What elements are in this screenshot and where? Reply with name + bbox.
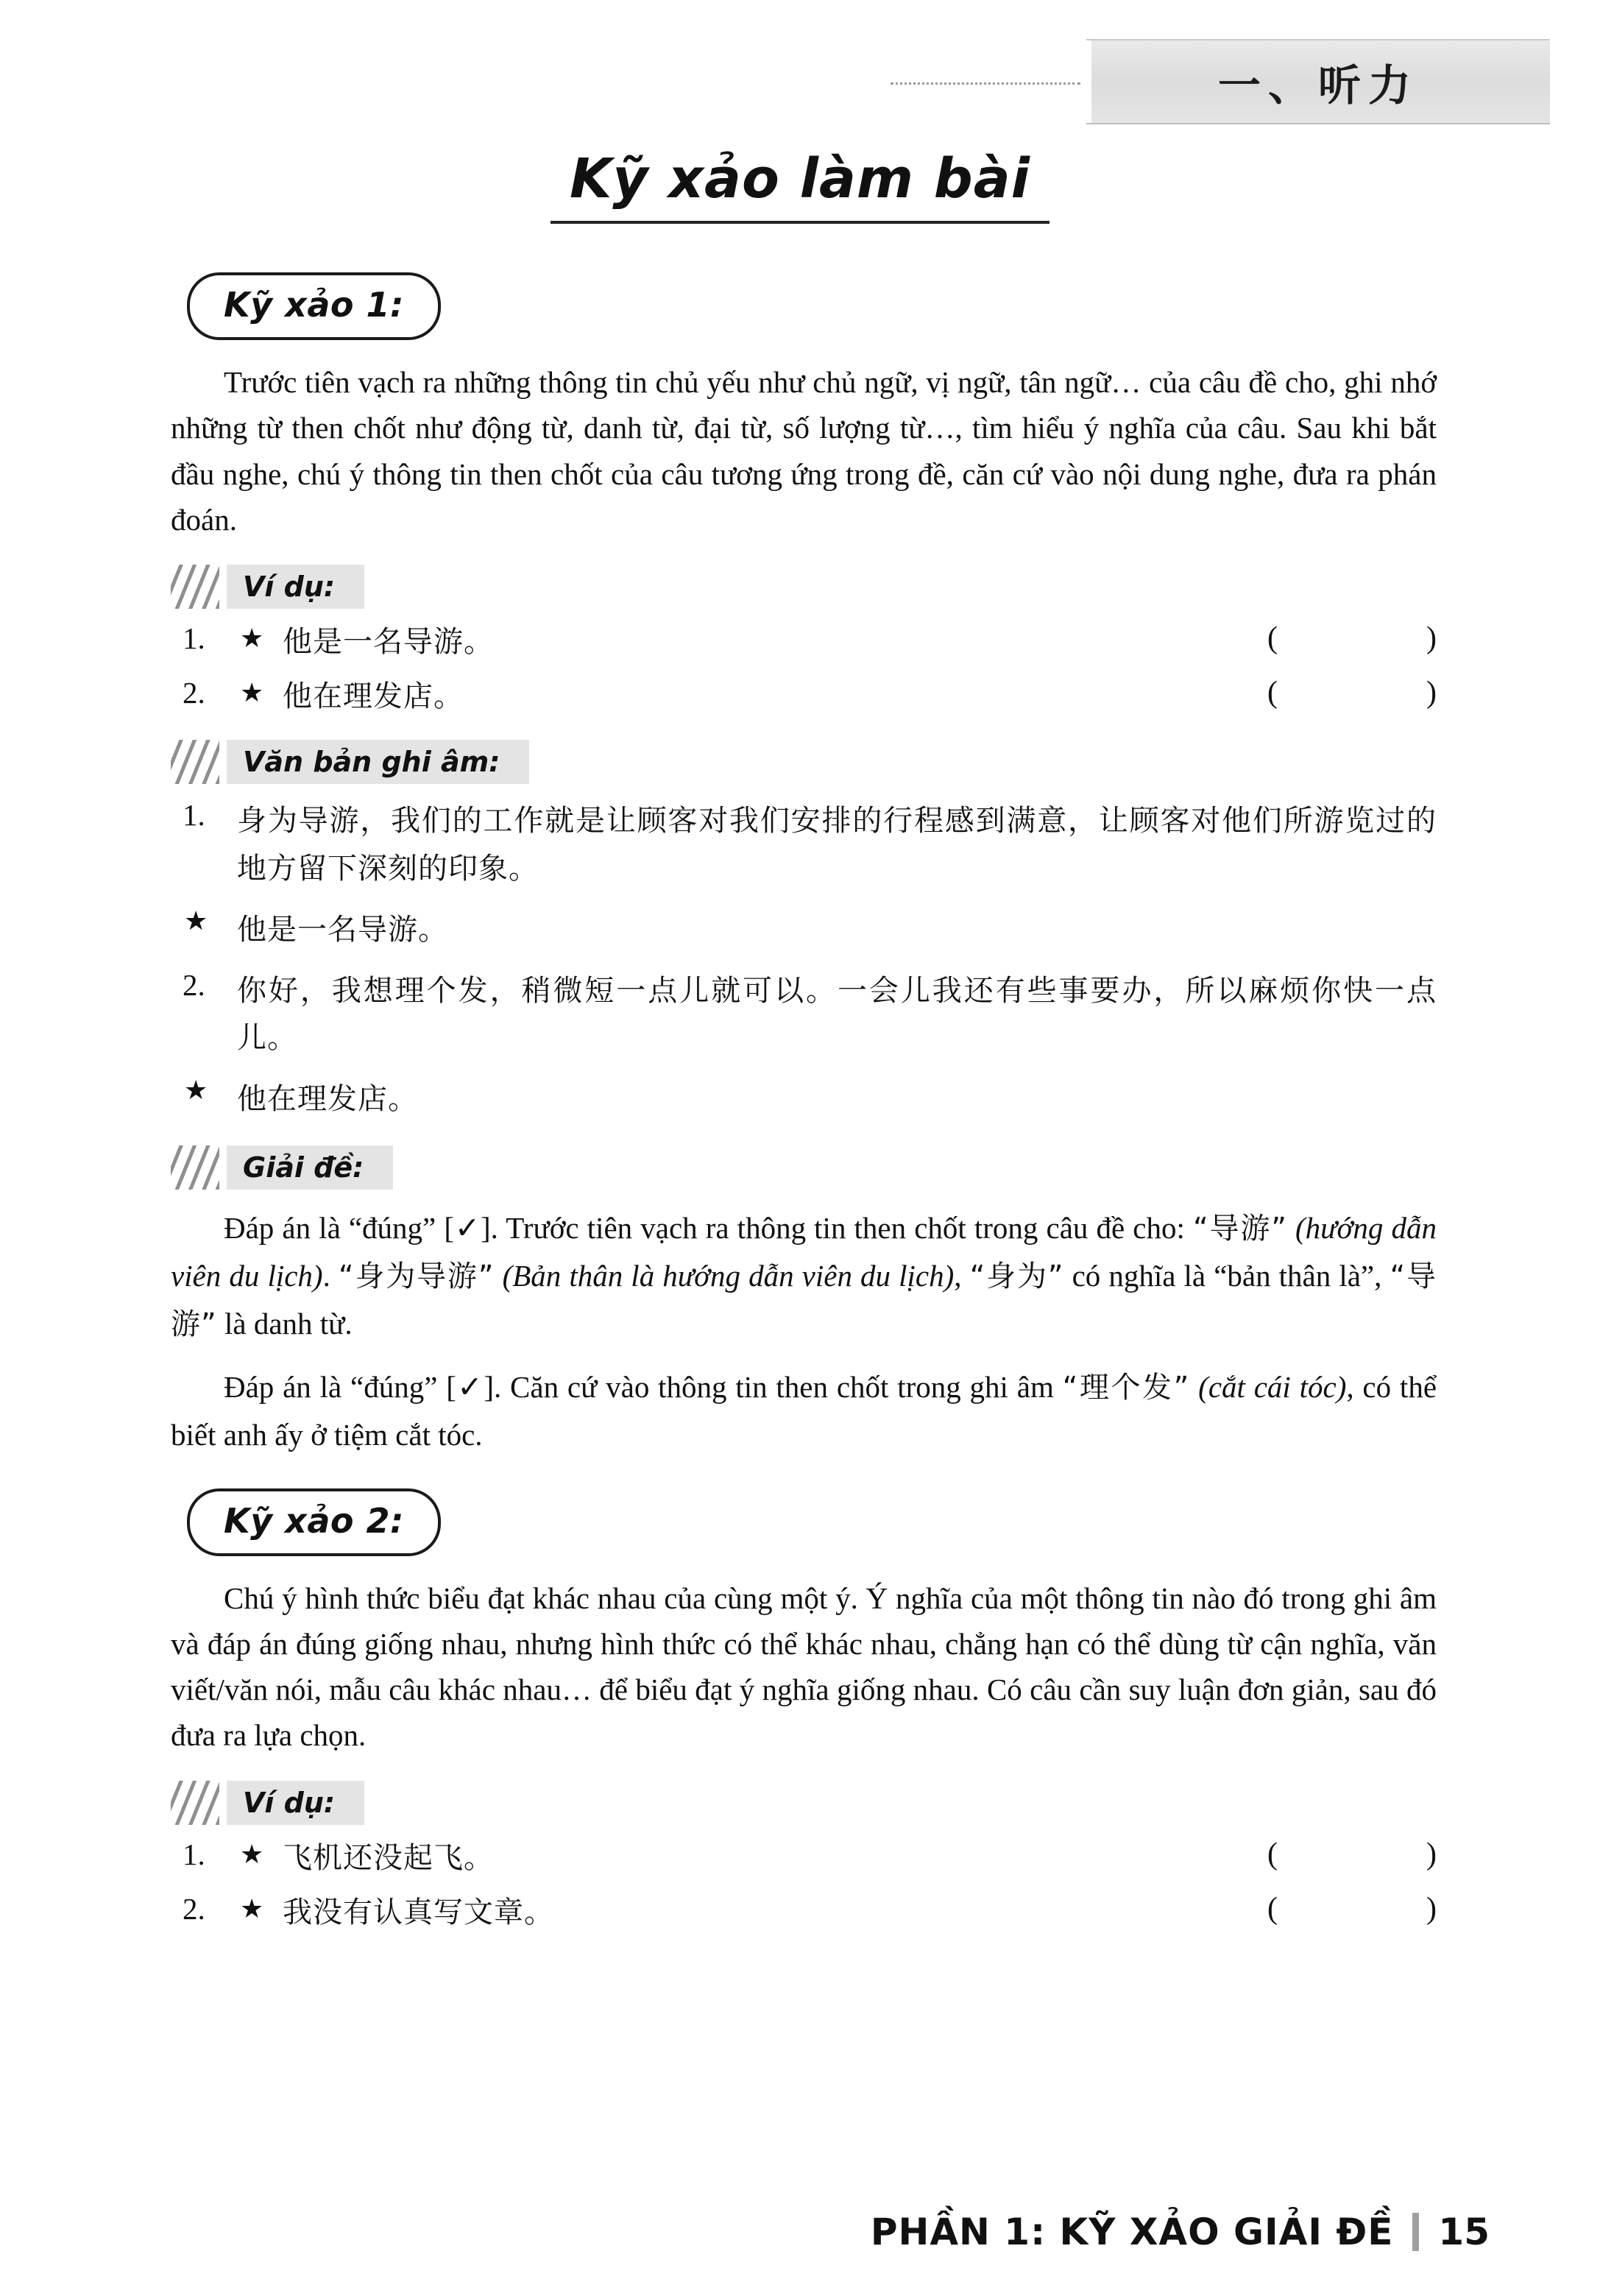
transcript-row-text: 他在理发店。 (237, 1082, 418, 1117)
expl-2-chinese-1: “理个发” (1062, 1370, 1190, 1405)
example-2-chip (227, 1781, 364, 1825)
explanation-1-chip-text: Giải đề: (243, 1151, 364, 1184)
example-item (171, 675, 1437, 718)
expl-1-sentence-1: Đáp án là “đúng” [✓]. Trước tiên vạch ra thông tin then chốt trong câu đề cho: (224, 1211, 1185, 1246)
transcript-1-chip (227, 740, 529, 784)
star-icon: ★ (240, 624, 264, 654)
transcript-row (171, 967, 1437, 1063)
transcript-row (171, 906, 1437, 954)
explanation-paragraph-1 (171, 1204, 1437, 1349)
example-item-answer-box[interactable] (1216, 1891, 1437, 1926)
expl-1-gloss-1: (hướng dẫn viên du lịch) (171, 1211, 1437, 1293)
expl-2-sentence-1: Đáp án là “đúng” [✓]. Căn cứ vào thông tin then chốt trong ghi âm (224, 1369, 1054, 1404)
page-title-wrap (0, 147, 1600, 224)
example-item-answer-box[interactable] (1216, 621, 1437, 656)
example-item-answer-box[interactable] (1216, 1837, 1437, 1872)
example-item-text: 他是一名导游。 (283, 625, 494, 660)
expl-1-sentence-4: có nghĩa là “bản thân là”, (1072, 1259, 1382, 1293)
star-icon: ★ (184, 1075, 208, 1106)
page-number: 15 (1438, 2211, 1490, 2253)
expl-1-sentence-3: , (954, 1259, 962, 1293)
paren-close: ) (1426, 676, 1437, 710)
hatch-mark-icon (171, 1145, 219, 1190)
header-section-label: 一、听力 (1217, 60, 1418, 110)
example-1-chip-text: Ví dụ: (243, 571, 336, 604)
page-title: Kỹ xảo làm bài (551, 147, 1049, 224)
paren-open: ( (1267, 621, 1278, 656)
expl-2-gloss-1: (cắt cái tóc) (1198, 1369, 1347, 1404)
example-2-label (171, 1781, 1437, 1825)
hatch-mark-icon (171, 1781, 219, 1825)
example-item-answer-box[interactable] (1216, 675, 1437, 710)
skill-2-intro: Chú ý hình thức biểu đạt khác nhau của cùng một ý. Ý nghĩa của một thông tin nào đó trong ghi âm và đáp án đúng giống nhau, nhưng hình thức có thể khác nhau, chẳng hạn có thể dùng từ cận nghĩa, văn viết/văn nói, mẫu câu khác nhau… để biểu đạt ý nghĩa giống nhau. Có câu cần suy luận đơn giản, sau đó đưa ra lựa chọn. (171, 1580, 1437, 1753)
explanation-paragraph-2 (171, 1363, 1437, 1459)
header-section-box (1086, 39, 1550, 124)
skill-2-pill-label: Kỹ xảo 2: (224, 1500, 404, 1541)
star-icon: ★ (240, 678, 264, 708)
expl-1-chinese-1: “导游” (1192, 1212, 1287, 1246)
header-band (891, 38, 1550, 125)
expl-2-sentence-2: , có thể biết anh ấy ở tiệm cắt tóc. (171, 1369, 1437, 1452)
skill-2-pill (187, 1488, 441, 1556)
star-icon: ★ (184, 905, 208, 936)
paren-close: ) (1426, 621, 1437, 656)
transcript-1-chip-text: Văn bản ghi âm: (243, 746, 500, 779)
footer-section-title: PHẦN 1: KỸ XẢO GIẢI ĐỀ (870, 2211, 1394, 2253)
page-footer (0, 2211, 1600, 2253)
expl-1-sentence-5: là danh từ. (224, 1307, 353, 1341)
explanation-1-label (171, 1145, 1437, 1190)
document-content (171, 272, 1437, 1944)
skill-1-intro: Trước tiên vạch ra những thông tin chủ yếu như chủ ngữ, vị ngữ, tân ngữ… của câu đề cho, ghi nhớ những từ then chốt như động từ, danh từ, đại từ, số lượng từ…, tìm hiểu ý nghĩa của câu. Sau khi bắt đầu nghe, chú ý thông tin then chốt của câu tương ứng trong đề, căn cứ vào nội dung nghe, đưa ra phán đoán. (171, 365, 1437, 537)
expl-1-gloss-2: (Bản thân là hướng dẫn viên du lịch) (502, 1259, 955, 1293)
transcript-row (171, 1075, 1437, 1123)
transcript-1-label (171, 740, 1437, 784)
star-icon: ★ (240, 1893, 264, 1924)
example-2-chip-text: Ví dụ: (243, 1786, 336, 1819)
expl-1-chinese-3: “身为” (969, 1260, 1064, 1294)
expl-1-sentence-2: . (322, 1259, 330, 1293)
star-icon: ★ (240, 1839, 264, 1869)
paren-open: ( (1267, 676, 1278, 710)
example-1-label (171, 565, 1437, 609)
header-dotted-rule (891, 82, 1080, 85)
footer-divider (1412, 2213, 1419, 2251)
example-item (171, 621, 1437, 663)
transcript-row-number: 2. (183, 967, 205, 1002)
paren-close: ) (1426, 1837, 1437, 1871)
explanation-1-chip (227, 1145, 393, 1190)
example-item-number: 2. (183, 1891, 205, 1926)
expl-1-chinese-4: “导游” (171, 1260, 1437, 1342)
example-1-chip (227, 565, 364, 609)
paren-open: ( (1267, 1837, 1278, 1871)
transcript-row-text: 身为导游，我们的工作就是让顾客对我们安排的行程感到满意，让顾客对他们所游览过的地方留下深刻的印象。 (237, 804, 1437, 886)
hatch-mark-icon (171, 565, 219, 609)
example-item-number: 2. (183, 676, 205, 710)
transcript-row (171, 797, 1437, 893)
example-item-text: 我没有认真写文章。 (283, 1895, 554, 1929)
paren-open: ( (1267, 1891, 1278, 1926)
example-item (171, 1891, 1437, 1934)
paren-close: ) (1426, 1891, 1437, 1926)
transcript-row-number: 1. (183, 798, 205, 833)
transcript-row-text: 你好，我想理个发，稍微短一点儿就可以。一会儿我还有些事要办，所以麻烦你快一点儿。 (237, 973, 1437, 1056)
expl-1-chinese-2: “身为导游” (338, 1260, 495, 1294)
skill-1-pill (187, 272, 441, 340)
example-item-number: 1. (183, 621, 205, 656)
example-item-text: 他在理发店。 (283, 679, 464, 714)
example-item (171, 1837, 1437, 1879)
skill-1-pill-label: Kỹ xảo 1: (224, 285, 404, 325)
example-item-number: 1. (183, 1837, 205, 1871)
transcript-row-text: 他是一名导游。 (237, 912, 448, 947)
example-item-text: 飞机还没起飞。 (283, 1840, 494, 1875)
hatch-mark-icon (171, 740, 219, 784)
